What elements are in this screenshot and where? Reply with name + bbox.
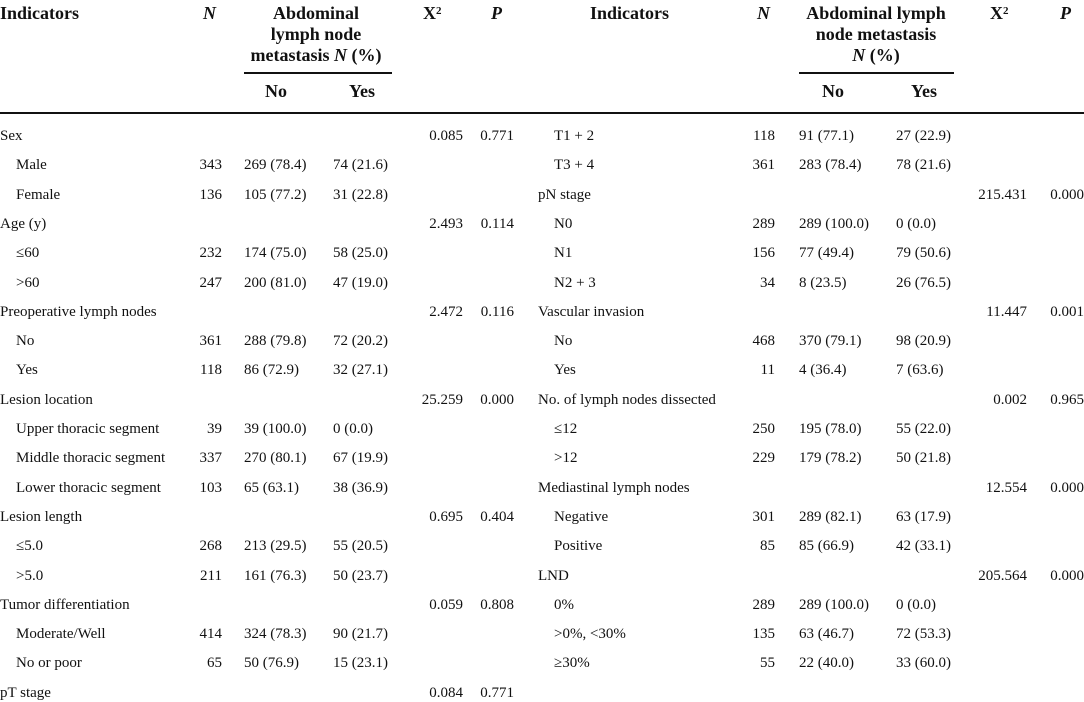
right-row-0-label: T1 + 2 xyxy=(554,128,595,144)
right-row-2-label: pN stage xyxy=(538,187,591,203)
header-indicators-right: Indicators xyxy=(590,3,670,23)
left-row-13-chi: 0.695 xyxy=(429,509,463,525)
left-row-3-p: 0.114 xyxy=(480,216,514,232)
right-row-7-yes: 98 (20.9) xyxy=(896,333,951,349)
left-row-19-chi: 0.084 xyxy=(429,685,463,701)
left-row-12-yes: 38 (36.9) xyxy=(333,480,388,496)
left-row-17-no: 324 (78.3) xyxy=(244,626,307,642)
left-row-14-label: ≤5.0 xyxy=(16,538,43,554)
right-row-10-yes: 55 (22.0) xyxy=(896,421,951,437)
subheader-no-left: No xyxy=(265,81,287,101)
right-row-5-n: 34 xyxy=(760,275,775,291)
left-row-6-label: Preoperative lymph nodes xyxy=(0,304,157,320)
left-row-18-no: 50 (76.9) xyxy=(244,655,299,671)
right-row-15-label: LND xyxy=(538,568,569,584)
left-row-8-label: Yes xyxy=(16,362,38,378)
right-row-9-label: No. of lymph nodes dissected xyxy=(538,392,716,408)
right-row-4-n: 156 xyxy=(752,245,775,261)
left-row-7-yes: 72 (20.2) xyxy=(333,333,388,349)
left-row-19-label: pT stage xyxy=(0,685,51,701)
left-row-5-no: 200 (81.0) xyxy=(244,275,307,291)
right-row-3-yes: 0 (0.0) xyxy=(896,216,936,232)
right-row-6-p: 0.001 xyxy=(1050,304,1084,320)
right-row-10-label: ≤12 xyxy=(554,421,578,437)
left-row-18-n: 65 xyxy=(207,655,222,671)
left-row-11-n: 337 xyxy=(199,450,222,466)
left-row-7-label: No xyxy=(16,333,35,349)
right-row-7-no: 370 (79.1) xyxy=(799,333,862,349)
right-row-11-n: 229 xyxy=(752,450,775,466)
left-row-10-label: Upper thoracic segment xyxy=(16,421,160,437)
right-row-17-n: 135 xyxy=(752,626,775,642)
left-row-11-yes: 67 (19.9) xyxy=(333,450,388,466)
left-row-15-n: 211 xyxy=(200,568,222,584)
right-row-11-label: >12 xyxy=(554,450,578,466)
right-row-14-label: Positive xyxy=(554,538,603,554)
right-row-16-n: 289 xyxy=(752,597,775,613)
right-row-13-no: 289 (82.1) xyxy=(799,509,862,525)
right-row-2-p: 0.000 xyxy=(1050,187,1084,203)
right-row-5-yes: 26 (76.5) xyxy=(896,275,951,291)
right-row-8-label: Yes xyxy=(554,362,576,378)
left-row-14-n: 268 xyxy=(199,538,222,554)
right-row-18-n: 55 xyxy=(760,655,775,671)
right-row-16-label: 0% xyxy=(554,597,574,613)
subheader-yes-left: Yes xyxy=(349,81,375,101)
left-row-19-p: 0.771 xyxy=(480,685,514,701)
left-row-2-yes: 31 (22.8) xyxy=(333,187,388,203)
left-row-18-label: No or poor xyxy=(16,655,82,671)
header-bottom-rule xyxy=(0,112,1084,114)
left-row-5-n: 247 xyxy=(199,275,222,291)
right-row-16-yes: 0 (0.0) xyxy=(896,597,936,613)
right-row-1-label: T3 + 4 xyxy=(554,157,595,173)
left-row-15-no: 161 (76.3) xyxy=(244,568,307,584)
right-row-9-p: 0.965 xyxy=(1050,392,1084,408)
left-row-14-no: 213 (29.5) xyxy=(244,538,307,554)
left-row-2-label: Female xyxy=(16,187,61,203)
left-row-3-label: Age (y) xyxy=(0,216,47,232)
header-p-right: P xyxy=(1060,3,1071,23)
right-row-14-yes: 42 (33.1) xyxy=(896,538,951,554)
right-row-7-label: No xyxy=(554,333,573,349)
right-row-11-yes: 50 (21.8) xyxy=(896,450,951,466)
left-row-6-p: 0.116 xyxy=(480,304,514,320)
right-row-9-chi: 0.002 xyxy=(993,392,1027,408)
left-row-8-no: 86 (72.9) xyxy=(244,362,299,378)
left-row-16-label: Tumor differentiation xyxy=(0,597,130,613)
right-row-13-label: Negative xyxy=(554,509,609,525)
right-row-15-chi: 205.564 xyxy=(978,568,1027,584)
left-row-4-no: 174 (75.0) xyxy=(244,245,307,261)
left-row-12-label: Lower thoracic segment xyxy=(16,480,161,496)
left-row-5-label: >60 xyxy=(16,275,40,291)
left-row-1-n: 343 xyxy=(199,157,222,173)
header-metastasis-right: Abdominal lymph node metastasis N (%) xyxy=(806,3,946,65)
left-row-16-chi: 0.059 xyxy=(429,597,463,613)
right-row-4-label: N1 xyxy=(554,245,573,261)
right-row-5-label: N2 + 3 xyxy=(554,275,596,291)
right-row-17-no: 63 (46.7) xyxy=(799,626,854,642)
left-row-1-label: Male xyxy=(16,157,47,173)
left-row-9-label: Lesion location xyxy=(0,392,93,408)
left-row-1-yes: 74 (21.6) xyxy=(333,157,388,173)
left-row-5-yes: 47 (19.0) xyxy=(333,275,388,291)
right-row-13-yes: 63 (17.9) xyxy=(896,509,951,525)
right-row-6-label: Vascular invasion xyxy=(538,304,645,320)
header-n-left: N xyxy=(203,3,216,23)
left-row-8-yes: 32 (27.1) xyxy=(333,362,388,378)
left-row-15-label: >5.0 xyxy=(16,568,44,584)
left-row-8-n: 118 xyxy=(200,362,222,378)
left-row-0-chi: 0.085 xyxy=(429,128,463,144)
right-row-8-yes: 7 (63.6) xyxy=(896,362,944,378)
header-n-right: N xyxy=(757,3,770,23)
right-row-14-n: 85 xyxy=(760,538,775,554)
left-row-1-no: 269 (78.4) xyxy=(244,157,307,173)
left-row-9-p: 0.000 xyxy=(480,392,514,408)
left-row-12-no: 65 (63.1) xyxy=(244,480,299,496)
left-row-13-p: 0.404 xyxy=(480,509,514,525)
group-rule-right xyxy=(799,72,954,74)
right-row-15-p: 0.000 xyxy=(1050,568,1084,584)
right-row-12-chi: 12.554 xyxy=(985,480,1027,496)
header-chi-right: $X^2$ xyxy=(990,3,1009,23)
right-row-0-n: 118 xyxy=(753,128,775,144)
left-row-6-chi: 2.472 xyxy=(429,304,463,320)
right-row-3-no: 289 (100.0) xyxy=(799,216,869,232)
right-row-16-no: 289 (100.0) xyxy=(799,597,869,613)
right-row-12-p: 0.000 xyxy=(1050,480,1084,496)
right-row-1-yes: 78 (21.6) xyxy=(896,157,951,173)
right-row-0-no: 91 (77.1) xyxy=(799,128,854,144)
left-row-4-label: ≤60 xyxy=(16,245,40,261)
right-row-14-no: 85 (66.9) xyxy=(799,538,854,554)
left-row-16-p: 0.808 xyxy=(480,597,514,613)
left-row-18-yes: 15 (23.1) xyxy=(333,655,388,671)
left-row-9-chi: 25.259 xyxy=(421,392,463,408)
right-row-1-n: 361 xyxy=(752,157,775,173)
left-row-17-n: 414 xyxy=(199,626,222,642)
header-chi-left: $X^2$ xyxy=(423,3,442,23)
right-row-6-chi: 11.447 xyxy=(986,304,1027,320)
subheader-no-right: No xyxy=(822,81,844,101)
right-row-8-n: 11 xyxy=(760,362,775,378)
group-rule-left xyxy=(244,72,392,74)
left-row-7-n: 361 xyxy=(199,333,222,349)
left-row-17-yes: 90 (21.7) xyxy=(333,626,388,642)
header-indicators-left: Indicators xyxy=(0,3,80,23)
right-row-12-label: Mediastinal lymph nodes xyxy=(538,480,690,496)
left-row-3-chi: 2.493 xyxy=(429,216,463,232)
right-row-4-no: 77 (49.4) xyxy=(799,245,854,261)
right-row-18-no: 22 (40.0) xyxy=(799,655,854,671)
left-row-11-label: Middle thoracic segment xyxy=(16,450,166,466)
right-row-7-n: 468 xyxy=(752,333,775,349)
right-row-5-no: 8 (23.5) xyxy=(799,275,847,291)
header-p-left: P xyxy=(491,3,502,23)
left-row-2-no: 105 (77.2) xyxy=(244,187,307,203)
left-row-11-no: 270 (80.1) xyxy=(244,450,307,466)
left-row-10-yes: 0 (0.0) xyxy=(333,421,373,437)
subheader-yes-right: Yes xyxy=(911,81,937,101)
left-row-0-p: 0.771 xyxy=(480,128,514,144)
right-row-13-n: 301 xyxy=(752,509,775,525)
right-row-18-label: ≥30% xyxy=(554,655,590,671)
right-row-4-yes: 79 (50.6) xyxy=(896,245,951,261)
left-row-13-label: Lesion length xyxy=(0,509,83,525)
left-row-10-n: 39 xyxy=(207,421,222,437)
right-row-10-n: 250 xyxy=(752,421,775,437)
right-row-10-no: 195 (78.0) xyxy=(799,421,862,437)
right-row-2-chi: 215.431 xyxy=(978,187,1027,203)
left-row-12-n: 103 xyxy=(199,480,222,496)
right-row-17-label: >0%, <30% xyxy=(554,626,626,642)
left-row-2-n: 136 xyxy=(199,187,222,203)
left-row-14-yes: 55 (20.5) xyxy=(333,538,388,554)
header-metastasis-left: Abdominal lymph node metastasis N (%) xyxy=(250,3,382,65)
left-row-17-label: Moderate/Well xyxy=(16,626,106,642)
left-row-15-yes: 50 (23.7) xyxy=(333,568,388,584)
right-row-18-yes: 33 (60.0) xyxy=(896,655,951,671)
left-row-7-no: 288 (79.8) xyxy=(244,333,307,349)
right-row-3-n: 289 xyxy=(752,216,775,232)
right-row-1-no: 283 (78.4) xyxy=(799,157,862,173)
left-row-10-no: 39 (100.0) xyxy=(244,421,307,437)
left-row-4-n: 232 xyxy=(199,245,222,261)
right-row-8-no: 4 (36.4) xyxy=(799,362,847,378)
right-row-0-yes: 27 (22.9) xyxy=(896,128,951,144)
left-row-0-label: Sex xyxy=(0,128,23,144)
right-row-17-yes: 72 (53.3) xyxy=(896,626,951,642)
right-row-11-no: 179 (78.2) xyxy=(799,450,862,466)
right-row-3-label: N0 xyxy=(554,216,573,232)
left-row-4-yes: 58 (25.0) xyxy=(333,245,388,261)
